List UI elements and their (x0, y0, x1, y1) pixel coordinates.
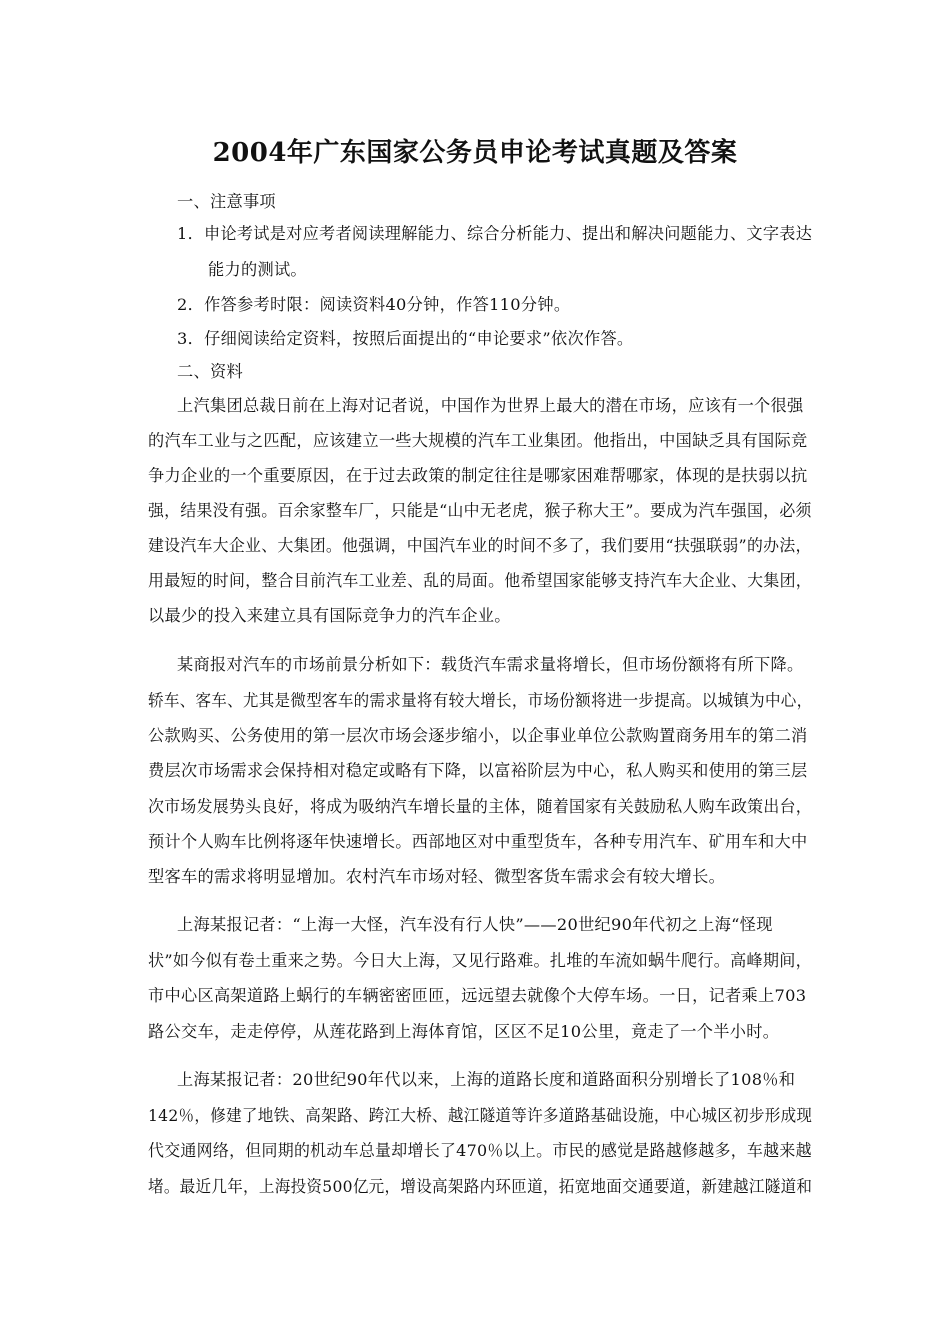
document-title: 2004年广东国家公务员申论考试真题及答案 (212, 138, 738, 168)
notice-item-1-line-1: 1．申论考试是对应考者阅读理解能力、综合分析能力、提出和解决问题能力、文字表达 (177, 224, 813, 243)
paragraph-line: 路公交车，走走停停，从莲花路到上海体育馆，区区不足10公里，竟走了一个半小时。 (148, 1022, 780, 1041)
paragraph-line: 建设汽车大企业、大集团。他强调，中国汽车业的时间不多了，我们要用“扶强联弱”的办法， (148, 536, 812, 555)
paragraph-line: 上汽集团总裁日前在上海对记者说，中国作为世界上最大的潜在市场，应该有一个很强 (177, 396, 804, 415)
section-heading-notice: 一、注意事项 (177, 192, 276, 211)
notice-item-2: 2．作答参考时限：阅读资料40分钟，作答110分钟。 (177, 295, 571, 314)
paragraph-line: 状”如今似有卷土重来之势。今日大上海，又见行路难。扎堆的车流如蜗牛爬行。高峰期间， (148, 951, 813, 970)
paragraph-line: 以最少的投入来建立具有国际竞争力的汽车企业。 (148, 606, 511, 625)
paragraph-line: 市中心区高架道路上蜗行的车辆密密匝匝，远远望去就像个大停车场。一日，记者乘上703 (148, 986, 807, 1005)
notice-item-1-line-2: 能力的测试。 (208, 260, 307, 279)
paragraph-line: 堵。最近几年，上海投资500亿元，增设高架路内环匝道，拓宽地面交通要道，新建越江隧道和 (148, 1177, 813, 1196)
paragraph-line: 争力企业的一个重要原因，在于过去政策的制定往往是哪家困难帮哪家，体现的是扶弱以抗 (148, 466, 808, 485)
paragraph-line: 次市场发展势头良好，将成为吸纳汽车增长量的主体，随着国家有关鼓励私人购车政策出台， (148, 797, 812, 816)
paragraph-line: 公款购买、公务使用的第一层次市场会逐步缩小，以企事业单位公款购置商务用车的第二消 (148, 726, 808, 745)
paragraph-line: 轿车、客车、尤其是微型客车的需求量将有较大增长，市场份额将进一步提高。以城镇为中心， (148, 691, 813, 710)
paragraph-line: 用最短的时间，整合目前汽车工业差、乱的局面。他希望国家能够支持汽车大企业、大集团， (148, 571, 812, 590)
notice-item-3: 3．仔细阅读给定资料，按照后面提出的“申论要求”依次作答。 (177, 329, 634, 348)
paragraph-line: 142％，修建了地铁、高架路、跨江大桥、越江隧道等许多道路基础设施，中心城区初步形成现 (148, 1106, 813, 1125)
paragraph-line: 强，结果没有强。百余家整车厂，只能是“山中无老虎，猴子称大王”。要成为汽车强国，必须 (148, 501, 812, 520)
paragraph-line: 预计个人购车比例将逐年快速增长。西部地区对中重型货车，各种专用汽车、矿用车和大中 (148, 832, 808, 851)
section-heading-materials: 二、资料 (177, 362, 243, 381)
paragraph-line: 的汽车工业与之匹配，应该建立一些大规模的汽车工业集团。他指出，中国缺乏具有国际竞 (148, 431, 808, 450)
paragraph-line: 代交通网络，但同期的机动车总量却增长了470％以上。市民的感觉是路越修越多，车越来越 (148, 1141, 812, 1160)
paragraph-line: 费层次市场需求会保持相对稳定或略有下降，以富裕阶层为中心，私人购买和使用的第三层 (148, 761, 808, 780)
paragraph-line: 上海某报记者：20世纪90年代以来，上海的道路长度和道路面积分别增长了108％和 (177, 1070, 796, 1089)
paragraph-line: 某商报对汽车的市场前景分析如下：载货汽车需求量将增长，但市场份额将有所下降。 (177, 655, 804, 674)
paragraph-line: 型客车的需求将明显增加。农村汽车市场对轻、微型客货车需求会有较大增长。 (148, 867, 726, 886)
paragraph-line: 上海某报记者：“上海一大怪，汽车没有行人快”——20世纪90年代初之上海“怪现 (177, 915, 773, 934)
